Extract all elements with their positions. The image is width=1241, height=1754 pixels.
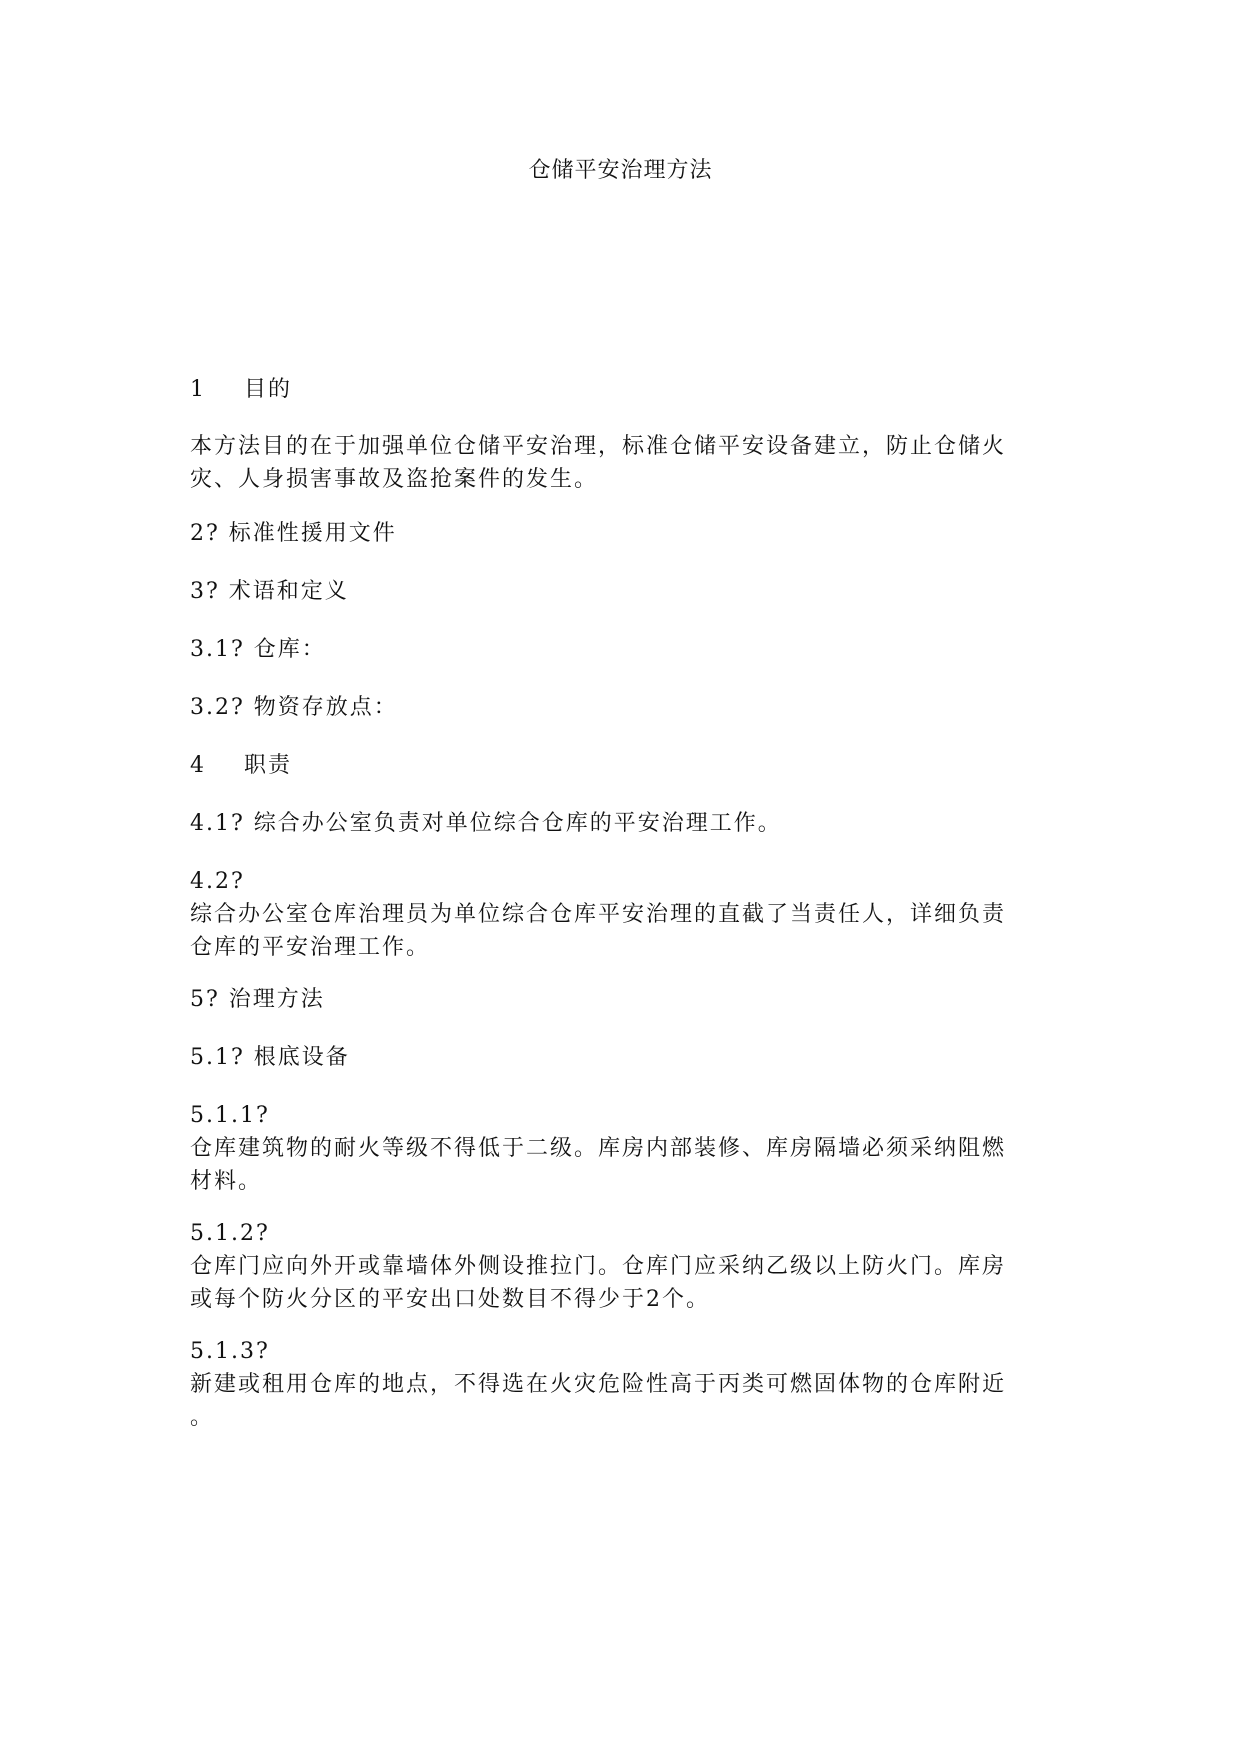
paragraph-line: 仓库的平安治理工作。: [190, 935, 431, 960]
section-5-1-heading: 5.1? 根底设备: [190, 1045, 350, 1070]
section-number: 1: [190, 377, 206, 402]
section-3-2-heading: 3.2? 物资存放点：: [190, 695, 398, 720]
paragraph-line: 仓库门应向外开或靠墙体外侧设推拉门。仓库门应采纳乙级以上防火门。库房: [190, 1254, 1007, 1279]
section-3-heading: 3? 术语和定义: [190, 579, 349, 604]
section-5-1-1-paragraph: [190, 1099, 1060, 1198]
section-5-1-3-paragraph: [190, 1335, 1060, 1434]
paragraph-line: 新建或租用仓库的地点，不得选在火灾危险性高于丙类可燃固体物的仓库附近: [190, 1372, 1007, 1397]
paragraph-line: 。: [190, 1405, 215, 1430]
section-4-2-paragraph: [190, 865, 1060, 964]
section-title: 职责: [244, 753, 293, 778]
section-4-heading: [190, 749, 1060, 782]
section-5-1-2-paragraph: [190, 1217, 1060, 1316]
section-2-heading: 2? 标准性援用文件: [190, 521, 397, 546]
section-5-heading: 5? 治理方法: [190, 987, 325, 1012]
section-3-1-heading: 3.1? 仓库：: [190, 637, 326, 662]
section-number: 5.1.2?: [190, 1221, 270, 1246]
paragraph-line: 综合办公室仓库治理员为单位综合仓库平安治理的直截了当责任人，详细负责: [190, 902, 1007, 927]
document-title: 仓储平安治理方法: [528, 158, 713, 183]
paragraph-line: 或每个防火分区的平安出口处数目不得少于2个。: [190, 1287, 710, 1312]
section-number: 5.1.1?: [190, 1103, 270, 1128]
paragraph-line: 灾、人身损害事故及盗抢案件的发生。: [190, 467, 599, 492]
paragraph-purpose: [190, 430, 1060, 496]
section-number: 4.2?: [190, 869, 245, 894]
section-number: 4: [190, 753, 206, 778]
paragraph-line: 仓库建筑物的耐火等级不得低于二级。库房内部装修、库房隔墙必须采纳阻燃: [190, 1136, 1007, 1161]
section-number: 5.1.3?: [190, 1339, 270, 1364]
section-1-heading: [190, 373, 1060, 406]
section-title: 目的: [244, 377, 293, 402]
paragraph-line: 材料。: [190, 1169, 263, 1194]
section-4-1-paragraph: 4.1? 综合办公室负责对单位综合仓库的平安治理工作。: [190, 811, 782, 836]
paragraph-line: 本方法目的在于加强单位仓储平安治理，标准仓储平安设备建立，防止仓储火: [190, 434, 1007, 459]
